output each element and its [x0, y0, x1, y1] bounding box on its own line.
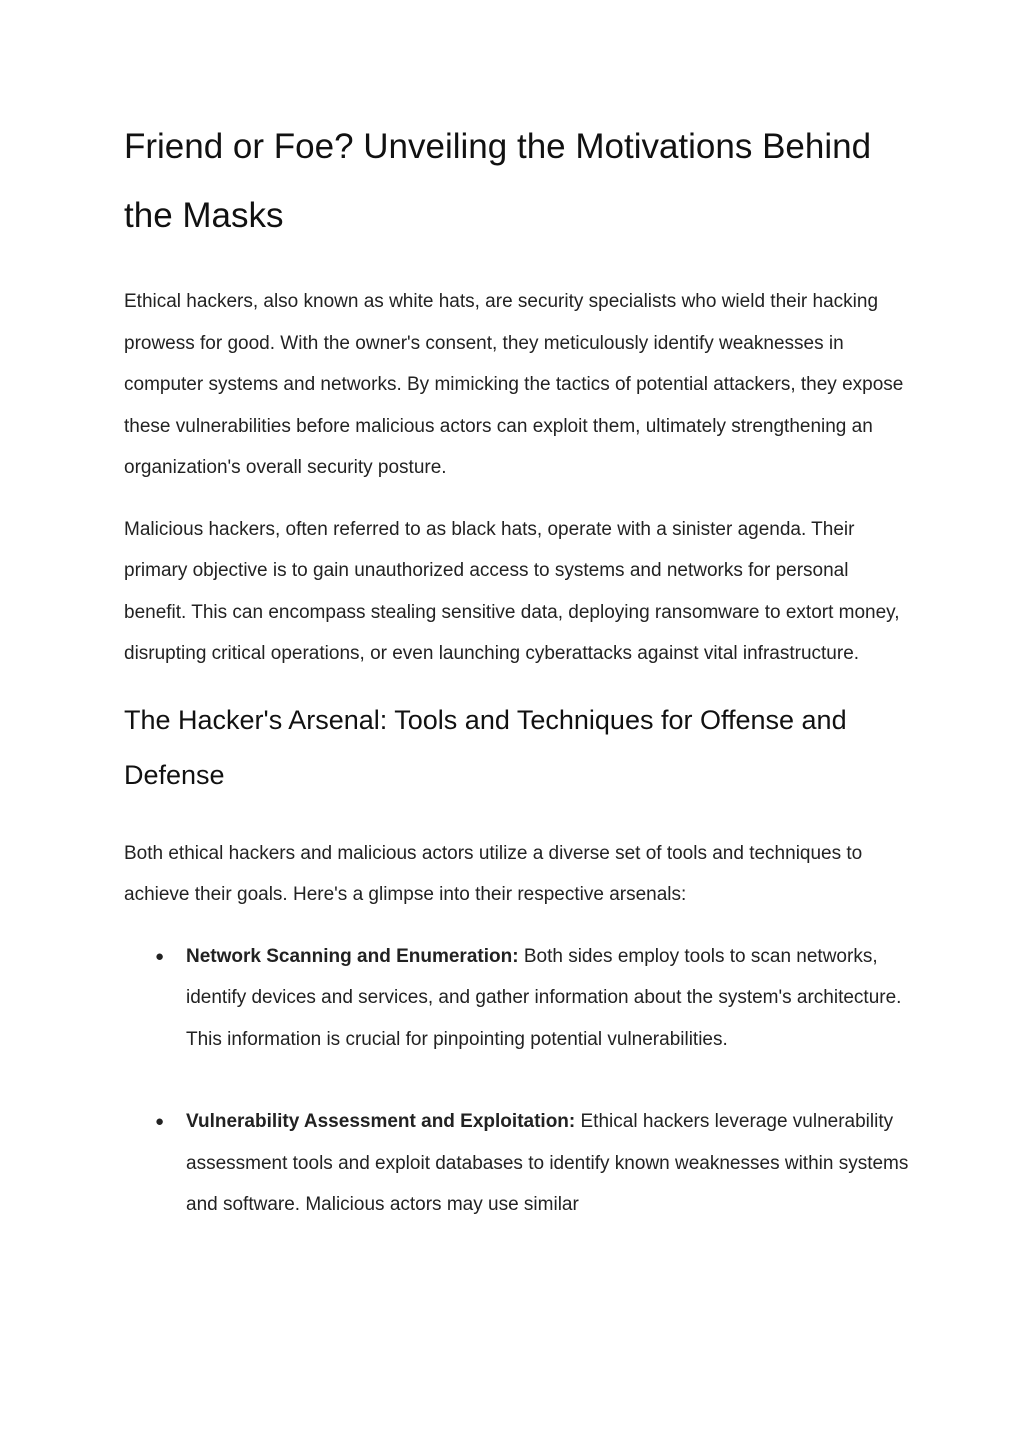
bullet-term: Network Scanning and Enumeration: — [186, 945, 519, 967]
document-page — [124, 112, 914, 1226]
bullet-icon: ● — [155, 947, 165, 965]
bullet-text: Ethical hackers leverage vulnerability assessment tools and exploit databases to identify known weaknesses within systems and software. Malicious actors may use similar — [186, 1111, 909, 1215]
bullet-term: Vulnerability Assessment and Exploitation: — [186, 1111, 576, 1132]
arsenal-bullet-list — [124, 936, 914, 1226]
paragraph-black-hats: Malicious hackers, often referred to as black hats, operate with a sinister agenda. Their primary objective is to gain unauthorized access to systems and networks for personal benefit. This can encompass stealing sensitive data, deploying ransomware to extort money, disrupting critical operations, or even launching cyberattacks against vital infrastructure. — [124, 518, 900, 664]
paragraph-white-hats: Ethical hackers, also known as white hats, are security specialists who wield their hacking prowess for good. With the owner's consent, they meticulously identify weaknesses in computer systems and networks. By mimicking the tactics of potential attackers, they expose these vulnerabilities before malicious actors can exploit them, ultimately strengthening an organization's overall security posture. — [124, 291, 904, 478]
bullet-item-vulnerability-assessment — [124, 1101, 914, 1226]
document-title: Friend or Foe? Unveiling the Motivations Behind the Masks — [124, 127, 872, 235]
bullet-icon: ● — [155, 1113, 165, 1130]
section-heading: The Hacker's Arsenal: Tools and Techniques for Offense and Defense — [124, 704, 847, 790]
bullet-text: Both sides employ tools to scan networks, identify devices and services, and gather information about the system's architecture. This information is crucial for pinpointing potential vulnerabilities. — [186, 945, 902, 1050]
bullet-item-network-scanning — [124, 936, 914, 1061]
section-intro-paragraph: Both ethical hackers and malicious actors utilize a diverse set of tools and techniques to achieve their goals. Here's a glimpse into their respective arsenals: — [124, 842, 863, 905]
